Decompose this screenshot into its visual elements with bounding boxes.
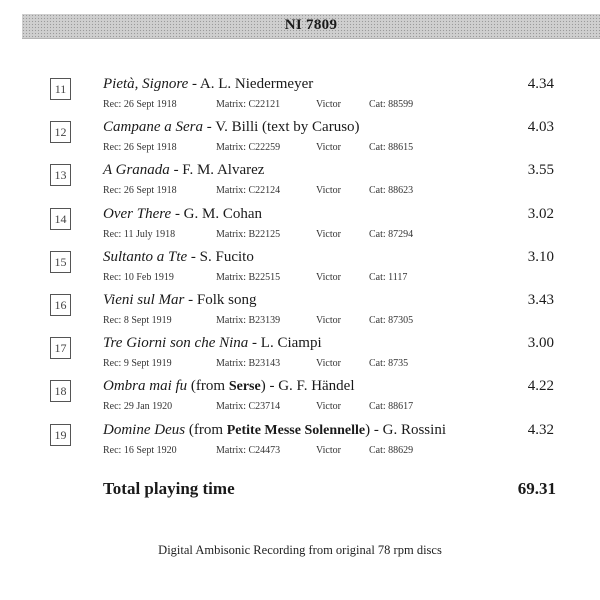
track-number: 13: [50, 164, 71, 186]
track-title-line: [103, 422, 446, 439]
matrix-number: Matrix: B23143: [216, 358, 281, 370]
recording-date: Rec: 10 Feb 1919: [103, 271, 174, 283]
matrix-number: Matrix: C22124: [216, 185, 281, 197]
catalogue-ref: Cat: 1117: [369, 271, 408, 283]
track-row: [50, 119, 560, 159]
catalogue-ref: Cat: 88623: [369, 185, 414, 197]
track-duration: 4.22: [527, 378, 554, 395]
track-row: [50, 422, 560, 462]
track-title: Ombra mai fu: [103, 378, 188, 395]
record-label: Victor: [316, 401, 341, 413]
matrix-number: Matrix: B22515: [216, 271, 281, 283]
recording-date: Rec: 8 Sept 1919: [103, 315, 172, 326]
track-title: Domine Deus: [103, 421, 186, 438]
record-label: Victor: [316, 271, 341, 283]
matrix-number: Matrix: B23139: [216, 315, 281, 326]
track-number: 19: [50, 424, 71, 446]
track-title-line: [103, 119, 360, 136]
track-composer: - V. Billi (text by Caruso): [203, 119, 360, 136]
matrix-number: Matrix: C23714: [216, 401, 281, 413]
record-label: Victor: [316, 142, 341, 154]
track-title: Sultanto a Tte: [103, 248, 188, 265]
track-composer: - G. Rossini: [370, 421, 446, 438]
matrix-number: Matrix: C22121: [216, 99, 281, 110]
track-number: 17: [50, 337, 71, 359]
track-duration: 3.10: [527, 248, 554, 265]
track-number: 11: [50, 78, 71, 100]
source-work: Petite Messe Solennelle: [226, 422, 366, 438]
track-row: [50, 378, 560, 418]
track-title-line: [103, 292, 256, 309]
catalogue-ref: Cat: 8735: [369, 358, 409, 370]
source-prefix: (from: [187, 378, 229, 395]
track-title: A Granada: [103, 162, 170, 179]
matrix-number: Matrix: B22125: [216, 228, 281, 240]
track-title-line: [103, 76, 313, 93]
track-number: 16: [50, 294, 71, 316]
source-suffix: ): [260, 378, 266, 395]
track-row: [50, 335, 560, 375]
track-composer: - F. M. Alvarez: [169, 162, 265, 179]
catalogue-ref: Cat: 88629: [369, 444, 414, 456]
track-title: Tre Giorni son che Nina: [103, 335, 249, 352]
recording-date: Rec: 26 Sept 1918: [103, 99, 177, 110]
matrix-number: Matrix: C22259: [216, 142, 281, 154]
recording-date: Rec: 11 July 1918: [103, 228, 176, 240]
source-work: Serse: [228, 379, 261, 395]
track-title: Pietà, Signore: [103, 76, 189, 92]
track-title: Vieni sul Mar: [103, 292, 185, 308]
track-title-line: [103, 378, 355, 395]
catalogue-ref: Cat: 88617: [369, 401, 414, 413]
track-duration: 4.32: [527, 421, 554, 438]
catalogue-ref: Cat: 88615: [369, 142, 414, 154]
track-row: [50, 162, 560, 202]
track-title-line: [103, 206, 262, 223]
source-suffix: ): [365, 421, 371, 438]
track-duration: 4.03: [527, 119, 554, 136]
total-playing-time-label: Total playing time: [103, 479, 235, 498]
track-composer: - L. Ciampi: [248, 335, 322, 352]
track-row: [50, 76, 560, 116]
track-title-line: [103, 162, 264, 179]
track-title: Campane a Sera: [103, 119, 203, 136]
track-title-line: [103, 335, 322, 352]
catalogue-number: NI 7809: [284, 17, 338, 33]
track-row: [50, 292, 560, 332]
track-number: 15: [50, 251, 71, 273]
recording-date: Rec: 9 Sept 1919: [103, 358, 172, 370]
track-composer: - A. L. Niedermeyer: [188, 76, 314, 92]
record-label: Victor: [316, 315, 341, 326]
record-label: Victor: [316, 444, 341, 456]
recording-date: Rec: 29 Jan 1920: [103, 401, 173, 413]
track-duration: 3.55: [527, 162, 554, 179]
track-duration: 3.43: [527, 292, 554, 308]
recording-note: Digital Ambisonic Recording from original 78 rpm discs: [158, 543, 442, 557]
total-playing-time-value: 69.31: [517, 479, 556, 498]
track-duration: 4.34: [527, 76, 554, 92]
track-duration: 3.00: [527, 335, 554, 352]
source-prefix: (from: [185, 421, 227, 438]
record-label: Victor: [316, 228, 341, 240]
track-number: 12: [50, 121, 71, 143]
track-duration: 3.02: [527, 205, 554, 222]
track-composer: - Folk song: [184, 292, 257, 308]
catalogue-ref: Cat: 87305: [369, 315, 414, 326]
track-row: [50, 249, 560, 289]
recording-date: Rec: 16 Sept 1920: [103, 444, 177, 456]
record-label: Victor: [316, 99, 341, 110]
track-composer: - S. Fucito: [187, 248, 254, 265]
track-composer: - G. M. Cohan: [171, 205, 263, 222]
track-number: 14: [50, 208, 71, 230]
recording-date: Rec: 26 Sept 1918: [103, 185, 177, 197]
track-title-line: [103, 249, 254, 266]
record-label: Victor: [316, 358, 341, 370]
track-composer: - G. F. Händel: [265, 378, 355, 395]
catalogue-header-bar: [22, 14, 600, 39]
catalogue-ref: Cat: 87294: [369, 228, 414, 240]
record-label: Victor: [316, 185, 341, 197]
matrix-number: Matrix: C24473: [216, 444, 281, 456]
track-row: [50, 206, 560, 246]
track-number: 18: [50, 380, 71, 402]
track-title: Over There: [103, 205, 172, 222]
recording-date: Rec: 26 Sept 1918: [103, 142, 177, 154]
catalogue-ref: Cat: 88599: [369, 99, 414, 110]
